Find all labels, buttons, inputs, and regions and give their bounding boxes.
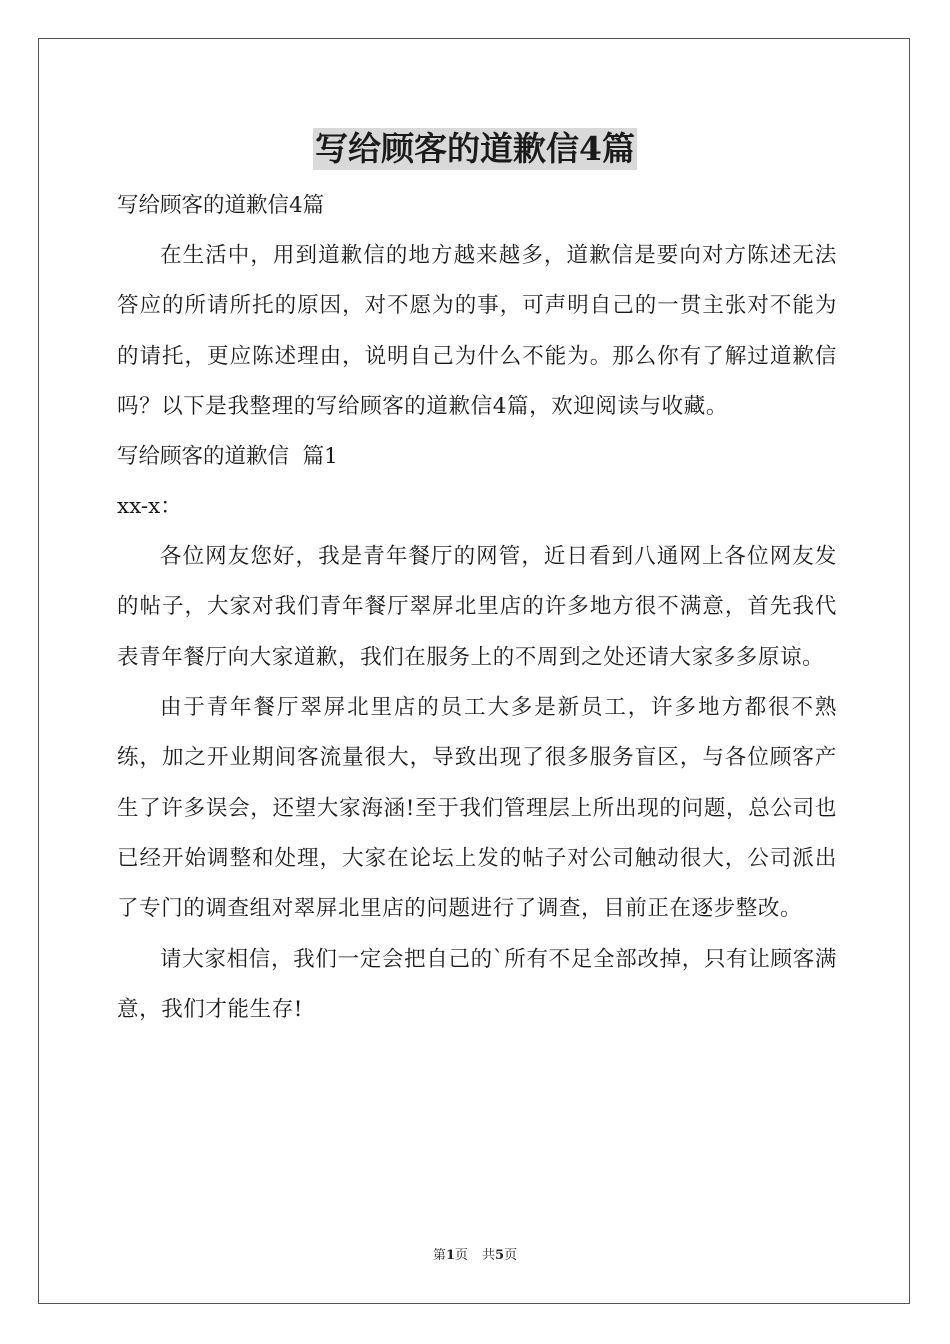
salutation: xx-x： bbox=[117, 494, 182, 520]
page-label: 页 bbox=[454, 1248, 468, 1263]
title-container bbox=[0, 128, 950, 170]
page-prefix: 第 bbox=[432, 1248, 446, 1263]
page-footer bbox=[0, 1247, 950, 1265]
body-paragraph-1: 各位网友您好，我是青年餐厅的网管，近日看到八通网上各位网友发的帖子，大家对我们青年餐厅翠屏北里店的许多地方很不满意，首先我代表青年餐厅向大家道歉，我们在服务上的不周到之处还请大家多多原谅。 bbox=[117, 544, 837, 670]
body-paragraph-2: 由于青年餐厅翠屏北里店的员工大多是新员工，许多地方都很不熟练，加之开业期间客流量很大，导致出现了很多服务盲区，与各位顾客产生了许多误会，还望大家海涵!至于我们管理层上所出现的问题，总公司也已经开始调整和处理，大家在论坛上发的帖子对公司触动很大，公司派出了专门的调查组对翠屏北里店的问题进行了调查，目前正在逐步整改。 bbox=[117, 695, 837, 922]
document-subtitle: 写给顾客的道歉信4篇 bbox=[117, 193, 325, 218]
total-page-number: 5 bbox=[495, 1248, 505, 1263]
document-title: 写给顾客的道歉信4篇 bbox=[315, 129, 635, 168]
total-suffix: 页 bbox=[504, 1248, 518, 1263]
total-prefix: 共 bbox=[482, 1248, 496, 1263]
current-page-number: 1 bbox=[445, 1248, 455, 1263]
intro-paragraph: 在生活中，用到道歉信的地方越来越多，道歉信是要向对方陈述无法答应的所请所托的原因，对不愿为的事，可声明自己的一贯主张对不能为的请托，更应陈述理由，说明自己为什么不能为。那么你有了解过道歉信吗？以下是我整理的写给顾客的道歉信4篇，欢迎阅读与收藏。 bbox=[117, 243, 837, 419]
body-paragraph-3: 请大家相信，我们一定会把自己的`所有不足全部改掉，只有让顾客满意，我们才能生存! bbox=[117, 946, 837, 1022]
document-body bbox=[117, 181, 837, 1035]
section-heading: 写给顾客的道歉信 篇1 bbox=[117, 444, 338, 470]
